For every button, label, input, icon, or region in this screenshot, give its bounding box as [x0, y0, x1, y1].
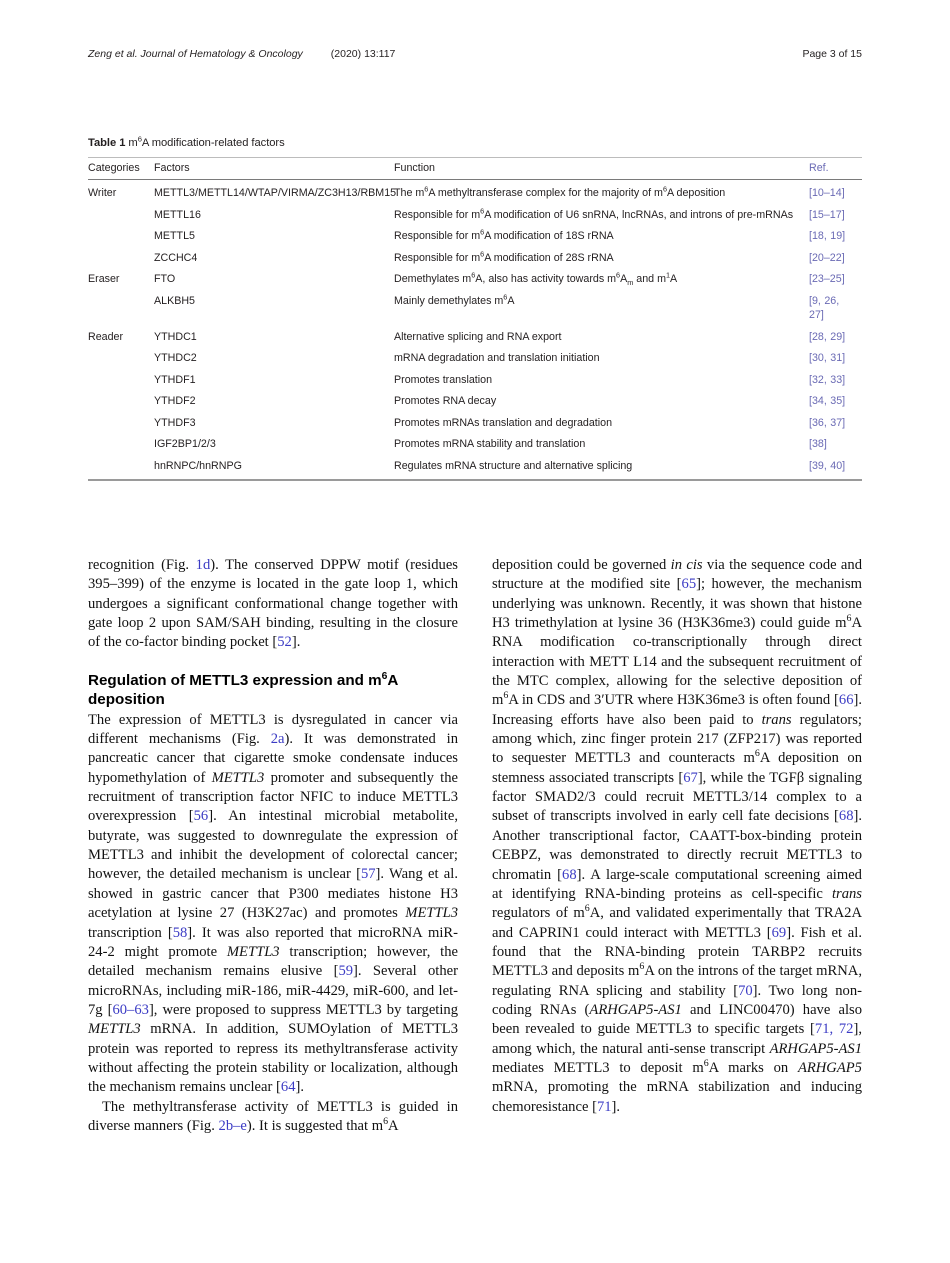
- cell-category: Eraser: [88, 273, 120, 285]
- cell-function: The $m^6A$ methyltransferase complex for the majority of $m^6A$ deposition: [394, 184, 726, 199]
- citation-link-60-63[interactable]: 60–63: [112, 1001, 149, 1018]
- citation-link-58[interactable]: 58: [172, 924, 188, 941]
- table-body: [88, 180, 862, 481]
- table-row: [88, 204, 862, 226]
- paragraph-mettl3-regulation: The expression of METTL3 is dysregulated in cancer via different mechanisms (Fig. 2a). It was demonstrated in pancreatic cancer that cigarette smoke condensate induces hypomethylation of METTL3 promoter and subsequently the recruitment of transcription factor NFIC to induce METTL3 overexpression [56]. An intestinal microbial metabolite, butyrate, was suggested to downregulate the expression of METTL3 and inhibit the development of colorectal cancer; however, the detailed mechanism is unclear [57]. Wang et al. showed in gastric cancer that P300 mediates histone H3 acetylation at lysine 27 (H3K27ac) and promotes METTL3 transcription [58]. It was also reported that microRNA miR-24-2 might promote METTL3 transcription; however, the detailed mechanism remains elusive [59]. Several other microRNAs, including miR-186, miR-4429, miR-600, and let-7g [60–63], were proposed to suppress METTL3 by targeting METTL3 mRNA. In addition, SUMOylation of METTL3 protein was reported to repress its methyltransferase activity without affecting the protein stability or localization, although the mechanism remains unclear [64].: [88, 711, 459, 1096]
- table-row: [88, 434, 862, 456]
- paragraph-methyltransferase-guidance: The methyltransferase activity of METTL3 is guided in diverse manners (Fig. 2b–e). It is suggested that $m^6A$: [88, 1098, 458, 1134]
- cell-category: [88, 348, 154, 370]
- cell-function: Responsible for $m^6A$ modification of 18S rRNA: [394, 227, 614, 242]
- column-header-factors: Factors: [154, 158, 394, 180]
- cell-factor: YTHDF3: [154, 416, 196, 429]
- cell-category: Reader: [88, 330, 124, 343]
- table-caption: [88, 136, 862, 151]
- cell-ref[interactable]: [15–17]: [809, 208, 845, 221]
- cell-factor: METTL3/METTL14/WTAP/VIRMA/ZC3H13/RBM15: [154, 187, 397, 199]
- paragraph-continuation: recognition (Fig. 1d). The conserved DPPW motif (residues 395–399) of the enzyme is located in the gate loop 1, which undergoes a significant conformational change together with gate loop 2 upon SAM/SAH binding, resulting in the closure of the co-factor binding pocket [52].: [88, 557, 458, 651]
- cell-ref[interactable]: [34, 35]: [809, 395, 846, 407]
- cell-category: [88, 226, 154, 248]
- cell-factor: YTHDF2: [154, 395, 196, 407]
- cell-factor: METTL16: [154, 208, 201, 221]
- citation-link-68[interactable]: 68: [838, 808, 854, 825]
- cell-ref[interactable]: [39, 40]: [809, 455, 862, 480]
- cell-category: Writer: [88, 187, 117, 199]
- column-header-categories: Categories: [88, 158, 154, 180]
- cell-function: Promotes translation: [394, 373, 493, 386]
- figure-link-2a[interactable]: 2a: [270, 731, 285, 748]
- volume-issue: (2020) 13:117: [330, 48, 396, 60]
- cell-category: [88, 204, 154, 226]
- cell-category: [88, 391, 154, 413]
- citation-link-70[interactable]: 70: [738, 982, 753, 999]
- running-head: [88, 48, 862, 64]
- cell-category: [88, 369, 154, 391]
- cell-factor: FTO: [154, 273, 176, 285]
- cell-function: Alternative splicing and RNA export: [394, 330, 562, 343]
- cell-factor: YTHDC1: [154, 330, 197, 343]
- cell-factor: ALKBH5: [154, 294, 195, 307]
- table-row: [88, 247, 862, 269]
- cell-function: Promotes RNA decay: [394, 395, 497, 407]
- citation-link-56[interactable]: 56: [193, 808, 209, 825]
- citation-link-65[interactable]: 65: [681, 576, 697, 593]
- citation-link-57[interactable]: 57: [360, 866, 376, 883]
- table-row: [88, 412, 862, 434]
- cell-ref[interactable]: [36, 37]: [809, 416, 846, 429]
- cell-function: Regulates mRNA structure and alternative splicing: [394, 455, 809, 480]
- table-row: [88, 326, 862, 348]
- cell-function: Responsible for $m^6A$ modification of U6 snRNA, lncRNAs, and introns of pre-mRNAs: [394, 205, 794, 221]
- figure-link-1d[interactable]: 1d: [195, 557, 211, 573]
- table-row: [88, 290, 862, 326]
- cell-function: mRNA degradation and translation initiation: [394, 352, 600, 364]
- cell-ref[interactable]: [20–22]: [809, 251, 845, 264]
- cell-ref[interactable]: [30, 31]: [809, 352, 846, 364]
- citation-link-71-72[interactable]: 71, 72: [814, 1021, 854, 1038]
- table-row: [88, 226, 862, 248]
- cell-factor: IGF2BP1/2/3: [154, 438, 216, 450]
- cell-ref[interactable]: [32, 33]: [809, 373, 846, 386]
- citation-link-52[interactable]: 52: [277, 634, 292, 651]
- figure-link-2b-e[interactable]: 2b–e: [218, 1117, 247, 1134]
- right-column: [492, 556, 862, 1136]
- cell-ref[interactable]: [10–14]: [809, 187, 845, 199]
- cell-ref[interactable]: [23–25]: [809, 273, 845, 285]
- journal-citation: Zeng et al. Journal of Hematology & Oncology: [88, 48, 303, 60]
- body-columns: [88, 556, 862, 1136]
- cell-factor: YTHDF1: [154, 373, 196, 386]
- cell-function: Promotes mRNAs translation and degradation: [394, 416, 613, 429]
- citation-link-71[interactable]: 71: [596, 1098, 612, 1115]
- citation-link-66[interactable]: 66: [838, 692, 854, 709]
- cell-category: [88, 455, 154, 480]
- table-row: [88, 269, 862, 291]
- cell-function: Responsible for $m^6A$ modification of 28S rRNA: [394, 248, 614, 264]
- cell-ref[interactable]: [9, 26, 27]: [809, 294, 840, 321]
- table-row: [88, 348, 862, 370]
- left-column: [88, 556, 458, 1136]
- cell-factor: ZCCHC4: [154, 251, 198, 264]
- citation-link-67[interactable]: 67: [683, 769, 698, 786]
- citation-link-59[interactable]: 59: [338, 963, 354, 980]
- citation-link-64[interactable]: 64: [280, 1079, 296, 1096]
- cell-ref[interactable]: [18, 19]: [809, 230, 846, 242]
- table-row: [88, 455, 862, 480]
- cell-function: Demethylates $m^6A$, also has activity towards $m^6A_m$ and $m^1A$: [394, 270, 678, 288]
- cell-factor: YTHDC2: [154, 352, 197, 364]
- table-header-row: [88, 158, 862, 180]
- column-header-function: Function: [394, 158, 809, 180]
- table-row: [88, 180, 862, 205]
- cell-category: [88, 290, 154, 326]
- column-header-ref: Ref.: [809, 158, 862, 180]
- table-1-block: [88, 136, 862, 481]
- citation-link-68b[interactable]: 68: [562, 866, 577, 883]
- table-caption-text: $m^6A$ modification-related factors: [125, 134, 285, 149]
- cell-ref[interactable]: [38]: [809, 438, 827, 450]
- cell-ref[interactable]: [28, 29]: [809, 330, 846, 343]
- section-heading: Regulation of METTL3 expression and $m^6A$ deposition: [88, 670, 398, 708]
- table-row: [88, 369, 862, 391]
- table-number: Table 1: [88, 137, 126, 149]
- table-row: [88, 391, 862, 413]
- cell-category: [88, 412, 154, 434]
- cell-function: Mainly demethylates $m^6A$: [394, 291, 515, 307]
- page-number: Page 3 of 15: [802, 48, 862, 60]
- m6a-factors-table: [88, 157, 862, 481]
- paragraph-deposition-cis-trans: deposition could be governed in cis via the sequence code and structure at the modified site [65]; however, the mechanism underlying was unknown. Recently, it was shown that histone H3 trimethylation at lysine 36 (H3K36me3) could guide $m^6A$ RNA modification co-transcriptionally through direct interaction with METT L14 and the subsequent recruitment of the MTC complex, allowing for the selective deposition of $m^6A$ in CDS and 3′UTR where H3K36me3 is often found [66]. Increasing efforts have also been paid to trans regulators; among which, zinc finger protein 217 (ZFP217) was reported to sequester METTL3 and counteracts $m^6A$ deposition on stemness associated transcripts [67], while the TGFβ signaling factor SMAD2/3 could recruit METTL3/14 complex to a subset of transcripts involved in early cell fate decisions [68]. Another transcriptional factor, CAATT-box-binding protein CEBPZ, was demonstrated to directly recruit METTL3 to chromatin [68]. A large-scale computational screening aimed at identifying RNA-binding proteins as cell-specific trans regulators of $m^6A$, and validated experimentally that TRA2A and CAPRIN1 could interact with METTL3 [69]. Fish et al. found that the RNA-binding protein TARBP2 recruits METTL3 and deposits $m^6A$ on the introns of the target mRNA, regulating RNA splicing and stability [70]. Two long non-coding RNAs (ARHGAP5-AS1 and LINC00470) have also been revealed to guide METTL3 to specific targets [71, 72], among which, the natural anti-sense transcript ARHGAP5-AS1 mediates METTL3 to deposit $m^6A$ marks on ARHGAP5 mRNA, promoting the mRNA stabilization and inducing chemoresistance [71].: [492, 557, 863, 1115]
- cell-factor: hnRNPC/hnRNPG: [154, 455, 394, 480]
- cell-category: [88, 434, 154, 456]
- cell-category: [88, 247, 154, 269]
- cell-factor: METTL5: [154, 230, 195, 242]
- citation-link-69[interactable]: 69: [771, 924, 787, 941]
- cell-function: Promotes mRNA stability and translation: [394, 438, 586, 450]
